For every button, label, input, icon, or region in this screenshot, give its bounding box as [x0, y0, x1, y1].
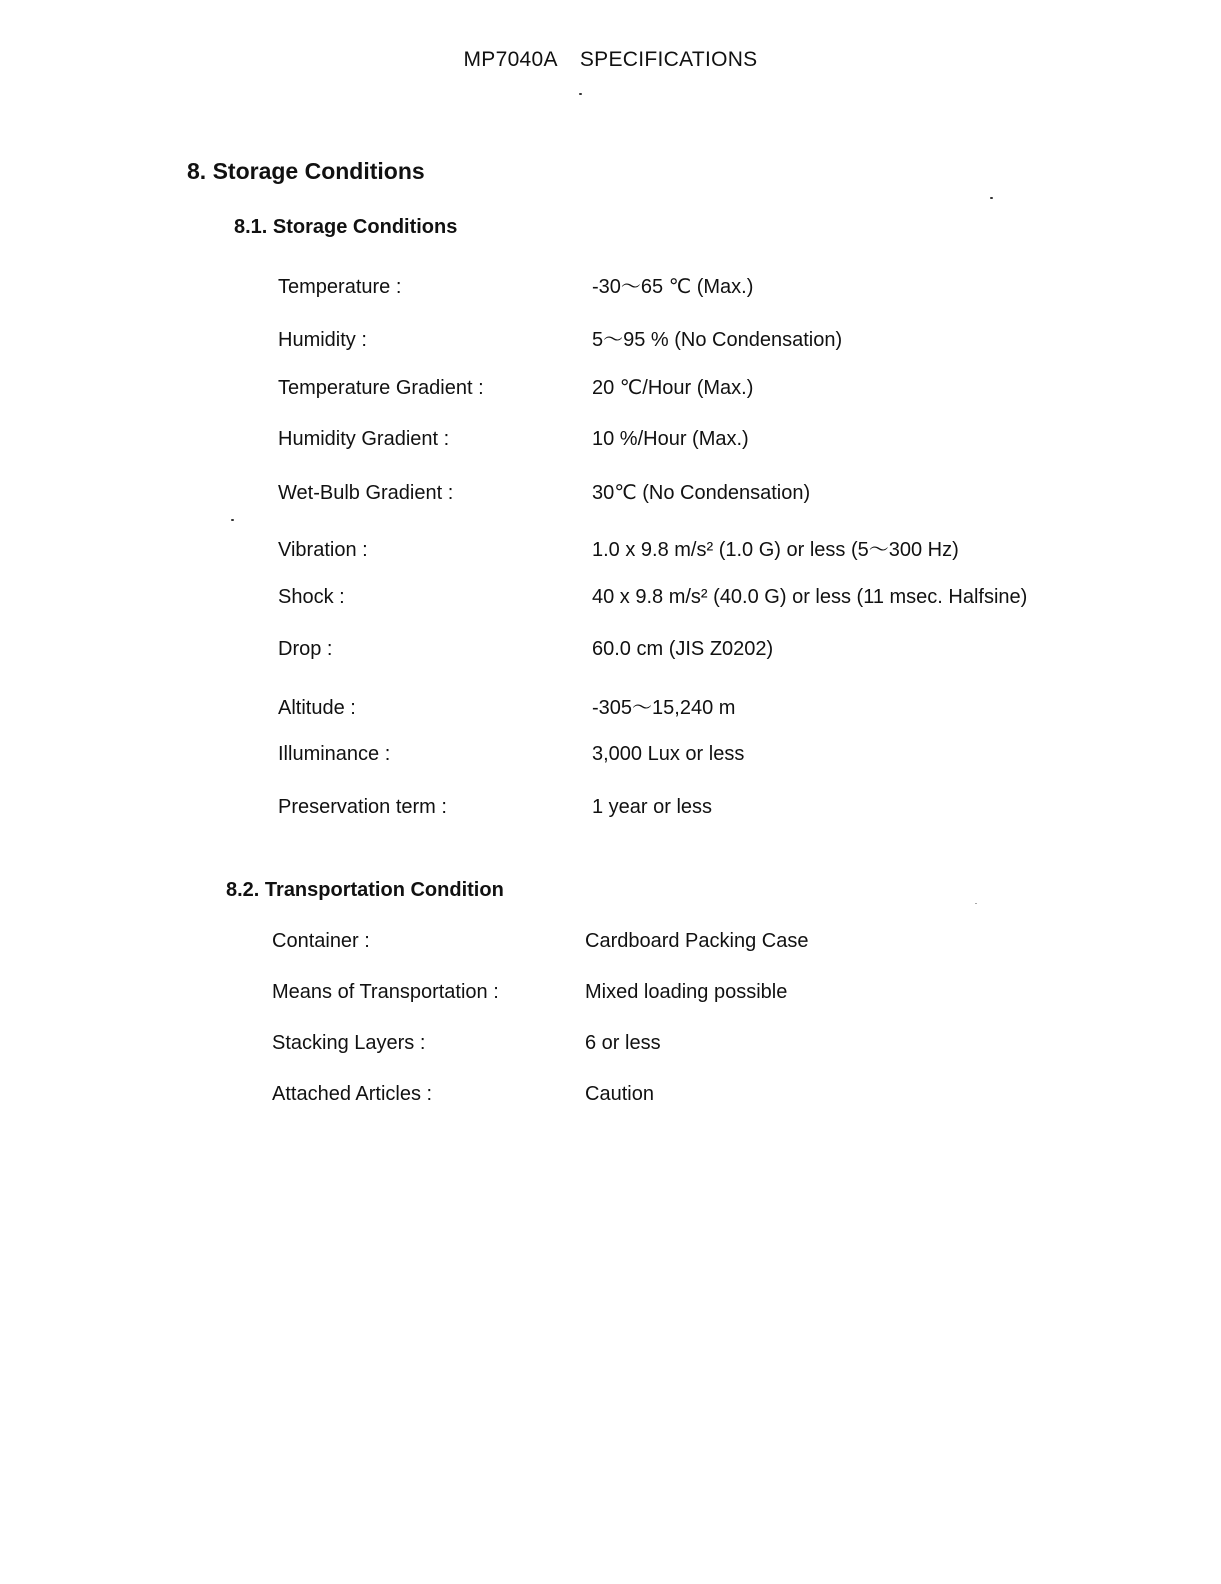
spec-row-illuminance: [278, 743, 1027, 796]
spec-value: 60.0 cm (JIS Z0202): [592, 638, 774, 661]
spec-value: 5〜95 % (No Condensation): [592, 328, 843, 351]
spec-value: -30〜65 ℃ (Max.): [592, 276, 754, 298]
spec-label: Drop :: [278, 638, 333, 661]
section-title: 8. Storage Conditions: [187, 158, 425, 184]
spec-row-preservation-term: [278, 796, 1027, 849]
spec-value: 6 or less: [585, 1032, 661, 1054]
spec-row-humidity: [278, 323, 1027, 376]
spec-label: Wet-Bulb Gradient :: [278, 482, 454, 505]
spec-row-stacking-layers: [272, 1032, 808, 1083]
spec-value: -305〜15,240 m: [592, 696, 736, 719]
storage-conditions-heading: 8.1. Storage Conditions: [234, 216, 458, 238]
spec-label: Container :: [272, 930, 370, 952]
spec-row-vibration: [278, 533, 1027, 586]
spec-label: Illuminance :: [278, 743, 391, 766]
spec-label: Vibration :: [278, 538, 368, 561]
spec-value: 40 x 9.8 m/s² (40.0 G) or less (11 msec. Halfsine): [592, 585, 1028, 608]
spec-row-wet-bulb-gradient: [278, 480, 1027, 533]
transportation-condition-heading: 8.2. Transportation Condition: [226, 879, 504, 901]
spec-row-temperature: [278, 270, 1027, 323]
transportation-condition-list: [272, 930, 808, 1134]
spec-label: Temperature Gradient :: [278, 377, 484, 400]
spec-label: Humidity :: [278, 328, 367, 351]
spec-value: 1 year or less: [592, 795, 713, 818]
spec-label: Altitude :: [278, 696, 356, 719]
document-title: SPECIFICATIONS: [579, 48, 758, 71]
spec-value: 1.0 x 9.8 m/s² (1.0 G) or less (5〜300 Hz): [592, 538, 959, 561]
spec-label: Preservation term :: [278, 795, 447, 818]
spec-row-altitude: [278, 691, 1027, 744]
spec-value: Cardboard Packing Case: [585, 930, 809, 952]
scan-speck: [975, 903, 977, 904]
spec-value: 20 ℃/Hour (Max.): [592, 377, 754, 400]
spec-value: Mixed loading possible: [585, 981, 788, 1003]
spec-value: 10 %/Hour (Max.): [592, 427, 749, 450]
document-header: [0, 48, 1221, 72]
spec-row-shock: [278, 586, 1027, 639]
spec-value: 3,000 Lux or less: [592, 743, 745, 766]
spec-label: Shock :: [278, 585, 345, 608]
spec-row-drop: [278, 638, 1027, 691]
spec-value: 30℃ (No Condensation): [592, 482, 811, 505]
scan-speck: [579, 93, 582, 95]
spec-row-means-of-transportation: [272, 981, 808, 1032]
scan-speck: [231, 519, 234, 521]
spec-row-attached-articles: [272, 1083, 808, 1134]
spec-label: Stacking Layers :: [272, 1032, 426, 1054]
spec-label: Temperature :: [278, 276, 402, 298]
storage-conditions-list: [278, 270, 1027, 849]
spec-label: Attached Articles :: [272, 1083, 433, 1105]
spec-row-container: [272, 930, 808, 981]
model-number: MP7040A: [463, 48, 558, 71]
spec-label: Humidity Gradient :: [278, 427, 450, 450]
spec-row-temperature-gradient: [278, 375, 1027, 428]
scan-speck: [990, 197, 993, 199]
spec-label: Means of Transportation :: [272, 981, 499, 1003]
spec-row-humidity-gradient: [278, 428, 1027, 481]
spec-value: Caution: [585, 1083, 654, 1105]
